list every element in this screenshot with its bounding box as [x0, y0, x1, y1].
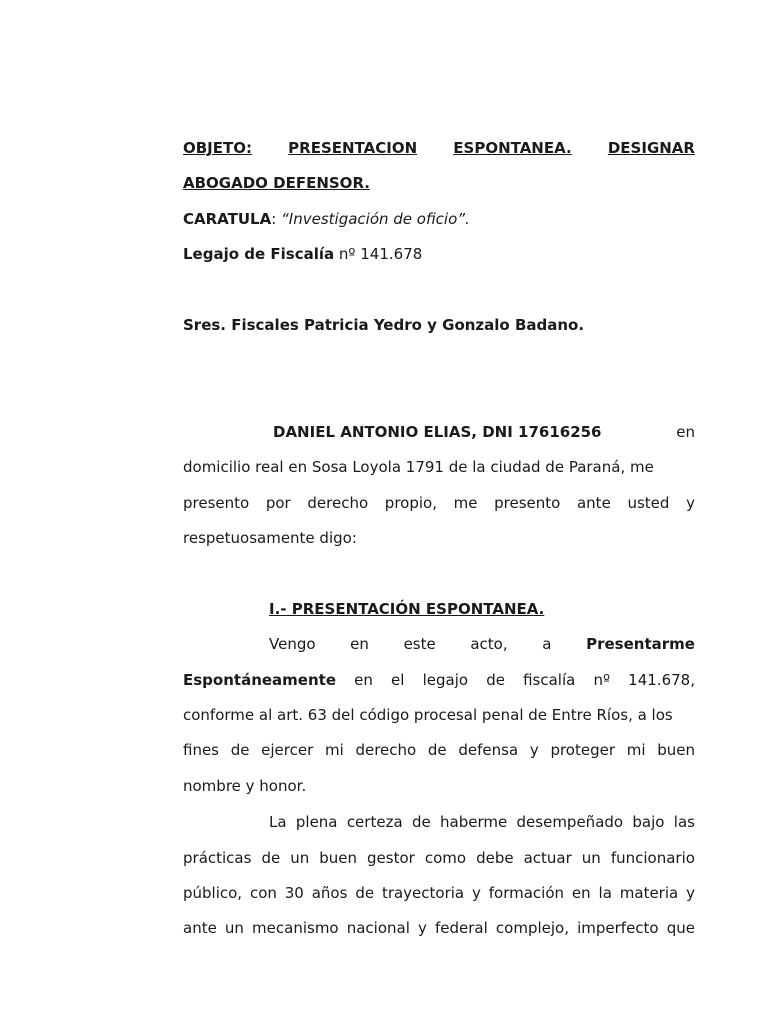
word: propio,	[384, 494, 437, 512]
caratula-label: CARATULA	[183, 210, 272, 228]
p1-line-5: nombre y honor.	[183, 777, 307, 795]
word: un	[224, 919, 244, 937]
p2-line-1	[183, 811, 695, 833]
word: de	[355, 884, 375, 902]
p1-line-1	[183, 633, 695, 655]
objeto-line-1	[183, 137, 695, 159]
word: un	[290, 849, 310, 867]
word: 141.678,	[628, 671, 695, 689]
word: con	[249, 884, 277, 902]
word: desempeñado	[516, 813, 624, 831]
word: actuar	[523, 849, 572, 867]
caratula-line	[183, 208, 695, 230]
word: como	[424, 849, 467, 867]
word: por	[265, 494, 291, 512]
word: defensa	[458, 741, 519, 759]
word: 30	[284, 884, 304, 902]
word: presento	[183, 494, 250, 512]
word: funcionario	[610, 849, 695, 867]
word: me	[453, 494, 478, 512]
word: PRESENTACION	[288, 139, 418, 157]
word: certeza	[346, 813, 403, 831]
word: materia	[619, 884, 679, 902]
word: en	[350, 635, 369, 653]
word: y	[529, 741, 539, 759]
word: ante	[183, 919, 217, 937]
word: que	[666, 919, 695, 937]
word: mi	[626, 741, 646, 759]
word: un	[581, 849, 601, 867]
word: ESPONTANEA.	[453, 139, 572, 157]
word: bajo	[632, 813, 665, 831]
word: legajo	[422, 671, 469, 689]
caratula-sep: :	[271, 210, 282, 228]
intro-line-1	[183, 421, 695, 443]
word: mi	[324, 741, 344, 759]
word: y	[686, 494, 695, 512]
word: la	[598, 884, 612, 902]
word: debe	[476, 849, 514, 867]
p1-line-4	[183, 739, 695, 761]
word: derecho	[355, 741, 417, 759]
legajo-value: nº 141.678	[334, 245, 423, 263]
word: gestor	[367, 849, 415, 867]
word: el	[391, 671, 405, 689]
legajo-line	[183, 243, 695, 265]
word: de	[230, 741, 250, 759]
word: trayectoria	[381, 884, 465, 902]
word: Vengo	[269, 635, 316, 653]
word: y	[418, 919, 427, 937]
intro-line-3	[183, 492, 695, 514]
word: y	[472, 884, 481, 902]
p1-line-2	[183, 669, 695, 691]
word: prácticas	[183, 849, 252, 867]
word: de	[261, 849, 281, 867]
word: presento	[494, 494, 561, 512]
word: fiscalía	[523, 671, 576, 689]
word: y	[686, 884, 695, 902]
word: nacional	[346, 919, 410, 937]
word: las	[673, 813, 695, 831]
intro-line-4: respetuosamente digo:	[183, 529, 357, 547]
word: OBJETO:	[183, 139, 252, 157]
word: formación	[488, 884, 565, 902]
word: de	[427, 741, 447, 759]
word: usted	[627, 494, 670, 512]
word: buen	[319, 849, 358, 867]
objeto-line-2: ABOGADO DEFENSOR.	[183, 174, 370, 192]
caratula-value: “Investigación de oficio”.	[281, 210, 470, 228]
word: en	[571, 884, 591, 902]
word: mecanismo	[252, 919, 339, 937]
word: complejo,	[495, 919, 569, 937]
word: en	[676, 423, 695, 441]
word: plena	[295, 813, 338, 831]
p2-line-3	[183, 882, 695, 904]
p1-line-3: conforme al art. 63 del código procesal penal de Entre Ríos, a los	[183, 706, 673, 724]
word: de	[486, 671, 505, 689]
word: haberme	[440, 813, 508, 831]
word: años	[311, 884, 348, 902]
word-bold: Espontáneamente	[183, 671, 336, 689]
word: proteger	[550, 741, 616, 759]
word: acto,	[470, 635, 508, 653]
addressee: Sres. Fiscales Patricia Yedro y Gonzalo Badano.	[183, 316, 585, 334]
word: este	[403, 635, 436, 653]
document-page	[183, 0, 695, 1024]
section-heading: I.- PRESENTACIÓN ESPONTANEA.	[269, 600, 545, 618]
word: imperfecto	[577, 919, 659, 937]
word: La	[269, 813, 287, 831]
intro-name: DANIEL ANTONIO ELIAS, DNI 17616256	[273, 423, 602, 441]
word: público,	[183, 884, 243, 902]
legajo-label: Legajo de Fiscalía	[183, 245, 335, 263]
word: a	[542, 635, 552, 653]
p2-line-2	[183, 847, 695, 869]
word: federal	[435, 919, 488, 937]
word: fines	[183, 741, 219, 759]
word: de	[411, 813, 431, 831]
word: derecho	[307, 494, 369, 512]
word-bold: Presentarme	[586, 635, 695, 653]
word: buen	[657, 741, 695, 759]
word: DESIGNAR	[607, 139, 695, 157]
word: ante	[576, 494, 611, 512]
word: nº	[593, 671, 611, 689]
intro-line-2: domicilio real en Sosa Loyola 1791 de la ciudad de Paraná, me	[183, 458, 654, 476]
p2-line-4	[183, 917, 695, 939]
word: en	[354, 671, 373, 689]
word: ejercer	[261, 741, 314, 759]
